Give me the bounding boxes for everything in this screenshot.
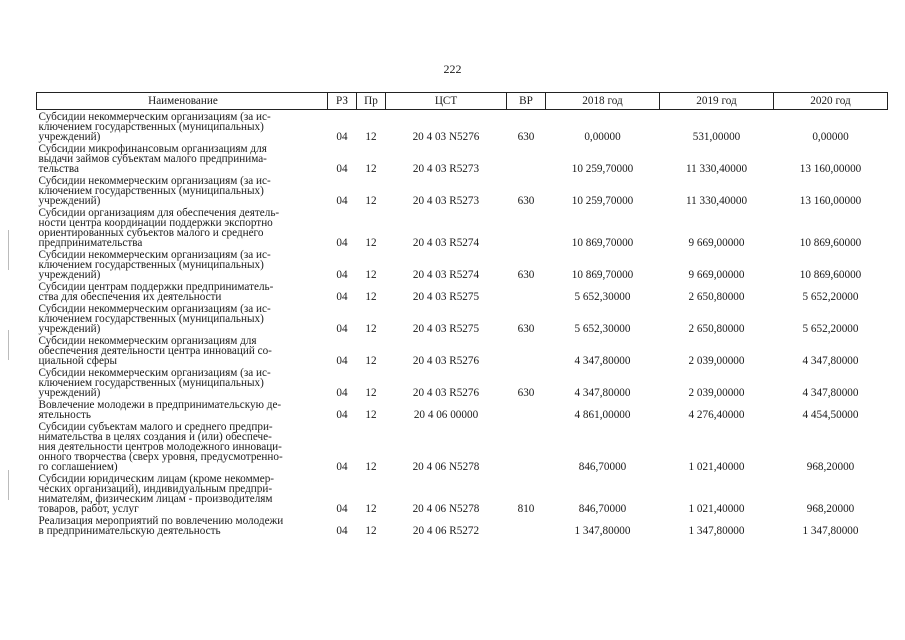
row-value-2018: 10 869,70000	[571, 237, 634, 249]
column-header-cst: ЦСТ	[386, 93, 507, 110]
row-name: Субсидии некоммерческим организациям (за ис- ключением государственных (муниципальных) учреждений)	[38, 303, 271, 335]
row-value-2018: 10 259,70000	[571, 195, 634, 207]
row-value-2019: 11 330,40000	[685, 195, 748, 207]
row-vr	[507, 207, 546, 249]
row-value-2020: 4 347,80000	[802, 355, 859, 367]
row-pr: 12	[365, 291, 377, 303]
table-row	[37, 399, 888, 421]
row-pr: 12	[365, 461, 377, 473]
margin-mark	[8, 330, 9, 360]
row-vr	[507, 399, 546, 421]
row-vr	[507, 515, 546, 537]
row-vr: 630	[517, 131, 535, 143]
row-cst: 20 4 03 R5275	[412, 323, 480, 335]
row-name: Субсидии юридическим лицам (кроме некоммер- ческих организаций), индивидуальным предпри- нимателям, физическим лицам - производителям товаров, работ, услуг	[38, 473, 275, 515]
row-pr: 12	[365, 387, 377, 399]
row-name: Субсидии некоммерческим организациям (за ис- ключением государственных (муниципальных) учреждений)	[38, 175, 271, 207]
row-pr: 12	[365, 237, 377, 249]
row-rz: 04	[336, 237, 348, 249]
row-vr: 810	[517, 503, 535, 515]
row-pr: 12	[365, 269, 377, 281]
row-value-2019: 9 669,00000	[688, 237, 745, 249]
row-rz: 04	[336, 195, 348, 207]
row-value-2019: 1 021,40000	[688, 503, 745, 515]
row-rz: 04	[336, 291, 348, 303]
column-header-2020: 2020 год	[774, 93, 888, 110]
row-cst: 20 4 03 N5276	[412, 131, 480, 143]
table-row	[37, 143, 888, 175]
row-value-2018: 846,70000	[578, 503, 627, 515]
row-value-2018: 5 652,30000	[574, 323, 631, 335]
margin-mark	[8, 230, 9, 270]
table-row	[37, 515, 888, 537]
row-rz: 04	[336, 525, 348, 537]
row-pr: 12	[365, 525, 377, 537]
table-row	[37, 175, 888, 207]
row-pr: 12	[365, 323, 377, 335]
row-rz: 04	[336, 323, 348, 335]
row-rz: 04	[336, 503, 348, 515]
row-value-2019: 2 039,00000	[688, 387, 745, 399]
row-value-2020: 968,20000	[806, 503, 855, 515]
row-value-2019: 2 650,80000	[688, 291, 745, 303]
row-cst: 20 4 06 00000	[413, 409, 479, 421]
row-cst: 20 4 03 R5274	[412, 237, 480, 249]
row-pr: 12	[365, 409, 377, 421]
table-row	[37, 367, 888, 399]
row-name: Субсидии центрам поддержки предприниматель- ства для обеспечения их деятельности	[38, 281, 274, 303]
row-cst: 20 4 03 R5276	[412, 387, 480, 399]
column-header-name: Наименование	[37, 93, 328, 110]
row-value-2020: 1 347,80000	[802, 525, 859, 537]
table-row	[37, 110, 888, 144]
row-cst: 20 4 06 N5278	[412, 503, 480, 515]
row-value-2019: 2 039,00000	[688, 355, 745, 367]
row-cst: 20 4 06 R5272	[412, 525, 480, 537]
row-rz: 04	[336, 461, 348, 473]
table-row	[37, 281, 888, 303]
row-name: Реализация мероприятий по вовлечению молодежи в предпринимательскую деятельность	[38, 515, 284, 537]
row-value-2019: 1 347,80000	[688, 525, 745, 537]
table-row	[37, 207, 888, 249]
row-name: Субсидии некоммерческим организациям (за ис- ключением государственных (муниципальных) учреждений)	[38, 111, 271, 143]
row-value-2018: 0,00000	[584, 131, 621, 143]
row-rz: 04	[336, 355, 348, 367]
row-name: Субсидии субъектам малого и среднего предпри- нимательства в целях создания и (или) обеспече- ния деятельности центров молодежного инноваци- онного творчества (сверх уровня, предусмотренно- го соглашением)	[38, 421, 283, 473]
row-value-2020: 0,00000	[812, 131, 849, 143]
row-pr: 12	[365, 131, 377, 143]
row-value-2020: 4 454,50000	[802, 409, 859, 421]
row-vr: 630	[517, 195, 535, 207]
row-value-2019: 9 669,00000	[688, 269, 745, 281]
row-rz: 04	[336, 387, 348, 399]
table-row	[37, 249, 888, 281]
column-header-2019: 2019 год	[660, 93, 774, 110]
row-pr: 12	[365, 195, 377, 207]
row-value-2020: 10 869,60000	[799, 237, 862, 249]
row-vr	[507, 335, 546, 367]
budget-table	[36, 92, 888, 537]
row-cst: 20 4 03 R5275	[412, 291, 480, 303]
column-header-2018: 2018 год	[546, 93, 660, 110]
row-cst: 20 4 06 N5278	[412, 461, 480, 473]
row-pr: 12	[365, 355, 377, 367]
column-header-pr: Пр	[357, 93, 386, 110]
row-value-2019: 4 276,40000	[688, 409, 745, 421]
row-value-2020: 5 652,20000	[802, 291, 859, 303]
column-header-vr: ВР	[507, 93, 546, 110]
row-vr: 630	[517, 323, 535, 335]
row-value-2020: 5 652,20000	[802, 323, 859, 335]
row-value-2018: 10 259,70000	[571, 163, 634, 175]
row-rz: 04	[336, 131, 348, 143]
row-value-2018: 5 652,30000	[574, 291, 631, 303]
row-value-2019: 11 330,40000	[685, 163, 748, 175]
table-row	[37, 473, 888, 515]
row-value-2020: 968,20000	[806, 461, 855, 473]
row-value-2018: 10 869,70000	[571, 269, 634, 281]
margin-mark	[8, 470, 9, 500]
row-value-2020: 4 347,80000	[802, 387, 859, 399]
row-value-2020: 13 160,00000	[799, 163, 862, 175]
row-cst: 20 4 03 R5274	[412, 269, 480, 281]
table-row	[37, 335, 888, 367]
column-header-rz: РЗ	[328, 93, 357, 110]
row-vr	[507, 281, 546, 303]
row-vr	[507, 143, 546, 175]
row-value-2020: 13 160,00000	[799, 195, 862, 207]
table-row	[37, 421, 888, 473]
page-number: 222	[443, 62, 462, 76]
row-name: Субсидии микрофинансовым организациям для выдачи займов субъектам малого предпринима- тельства	[38, 143, 267, 175]
row-value-2018: 846,70000	[578, 461, 627, 473]
row-value-2018: 4 347,80000	[574, 387, 631, 399]
row-value-2020: 10 869,60000	[799, 269, 862, 281]
row-cst: 20 4 03 R5276	[412, 355, 480, 367]
row-name: Субсидии некоммерческим организациям для обеспечения деятельности центра инноваций со- циальной сферы	[38, 335, 272, 367]
row-value-2018: 4 861,00000	[574, 409, 631, 421]
row-value-2018: 4 347,80000	[574, 355, 631, 367]
row-name: Вовлечение молодежи в предпринимательскую де- ятельность	[38, 399, 282, 421]
row-vr: 630	[517, 269, 535, 281]
row-value-2019: 2 650,80000	[688, 323, 745, 335]
row-name: Субсидии некоммерческим организациям (за ис- ключением государственных (муниципальных) учреждений)	[38, 249, 271, 281]
row-rz: 04	[336, 409, 348, 421]
row-cst: 20 4 03 R5273	[412, 195, 480, 207]
table-body	[37, 110, 888, 538]
row-pr: 12	[365, 503, 377, 515]
row-pr: 12	[365, 163, 377, 175]
row-value-2019: 1 021,40000	[688, 461, 745, 473]
row-value-2018: 1 347,80000	[574, 525, 631, 537]
row-cst: 20 4 03 R5273	[412, 163, 480, 175]
row-name: Субсидии некоммерческим организациям (за ис- ключением государственных (муниципальных) учреждений)	[38, 367, 271, 399]
row-vr: 630	[517, 387, 535, 399]
row-rz: 04	[336, 163, 348, 175]
row-name: Субсидии организациям для обеспечения деятель- ности центра координации поддержки экспортно ориентированных субъектов малого и среднего предпринимательства	[38, 207, 280, 249]
row-vr	[507, 421, 546, 473]
row-value-2019: 531,00000	[692, 131, 741, 143]
row-rz: 04	[336, 269, 348, 281]
table-header-row	[37, 93, 888, 110]
table-row	[37, 303, 888, 335]
